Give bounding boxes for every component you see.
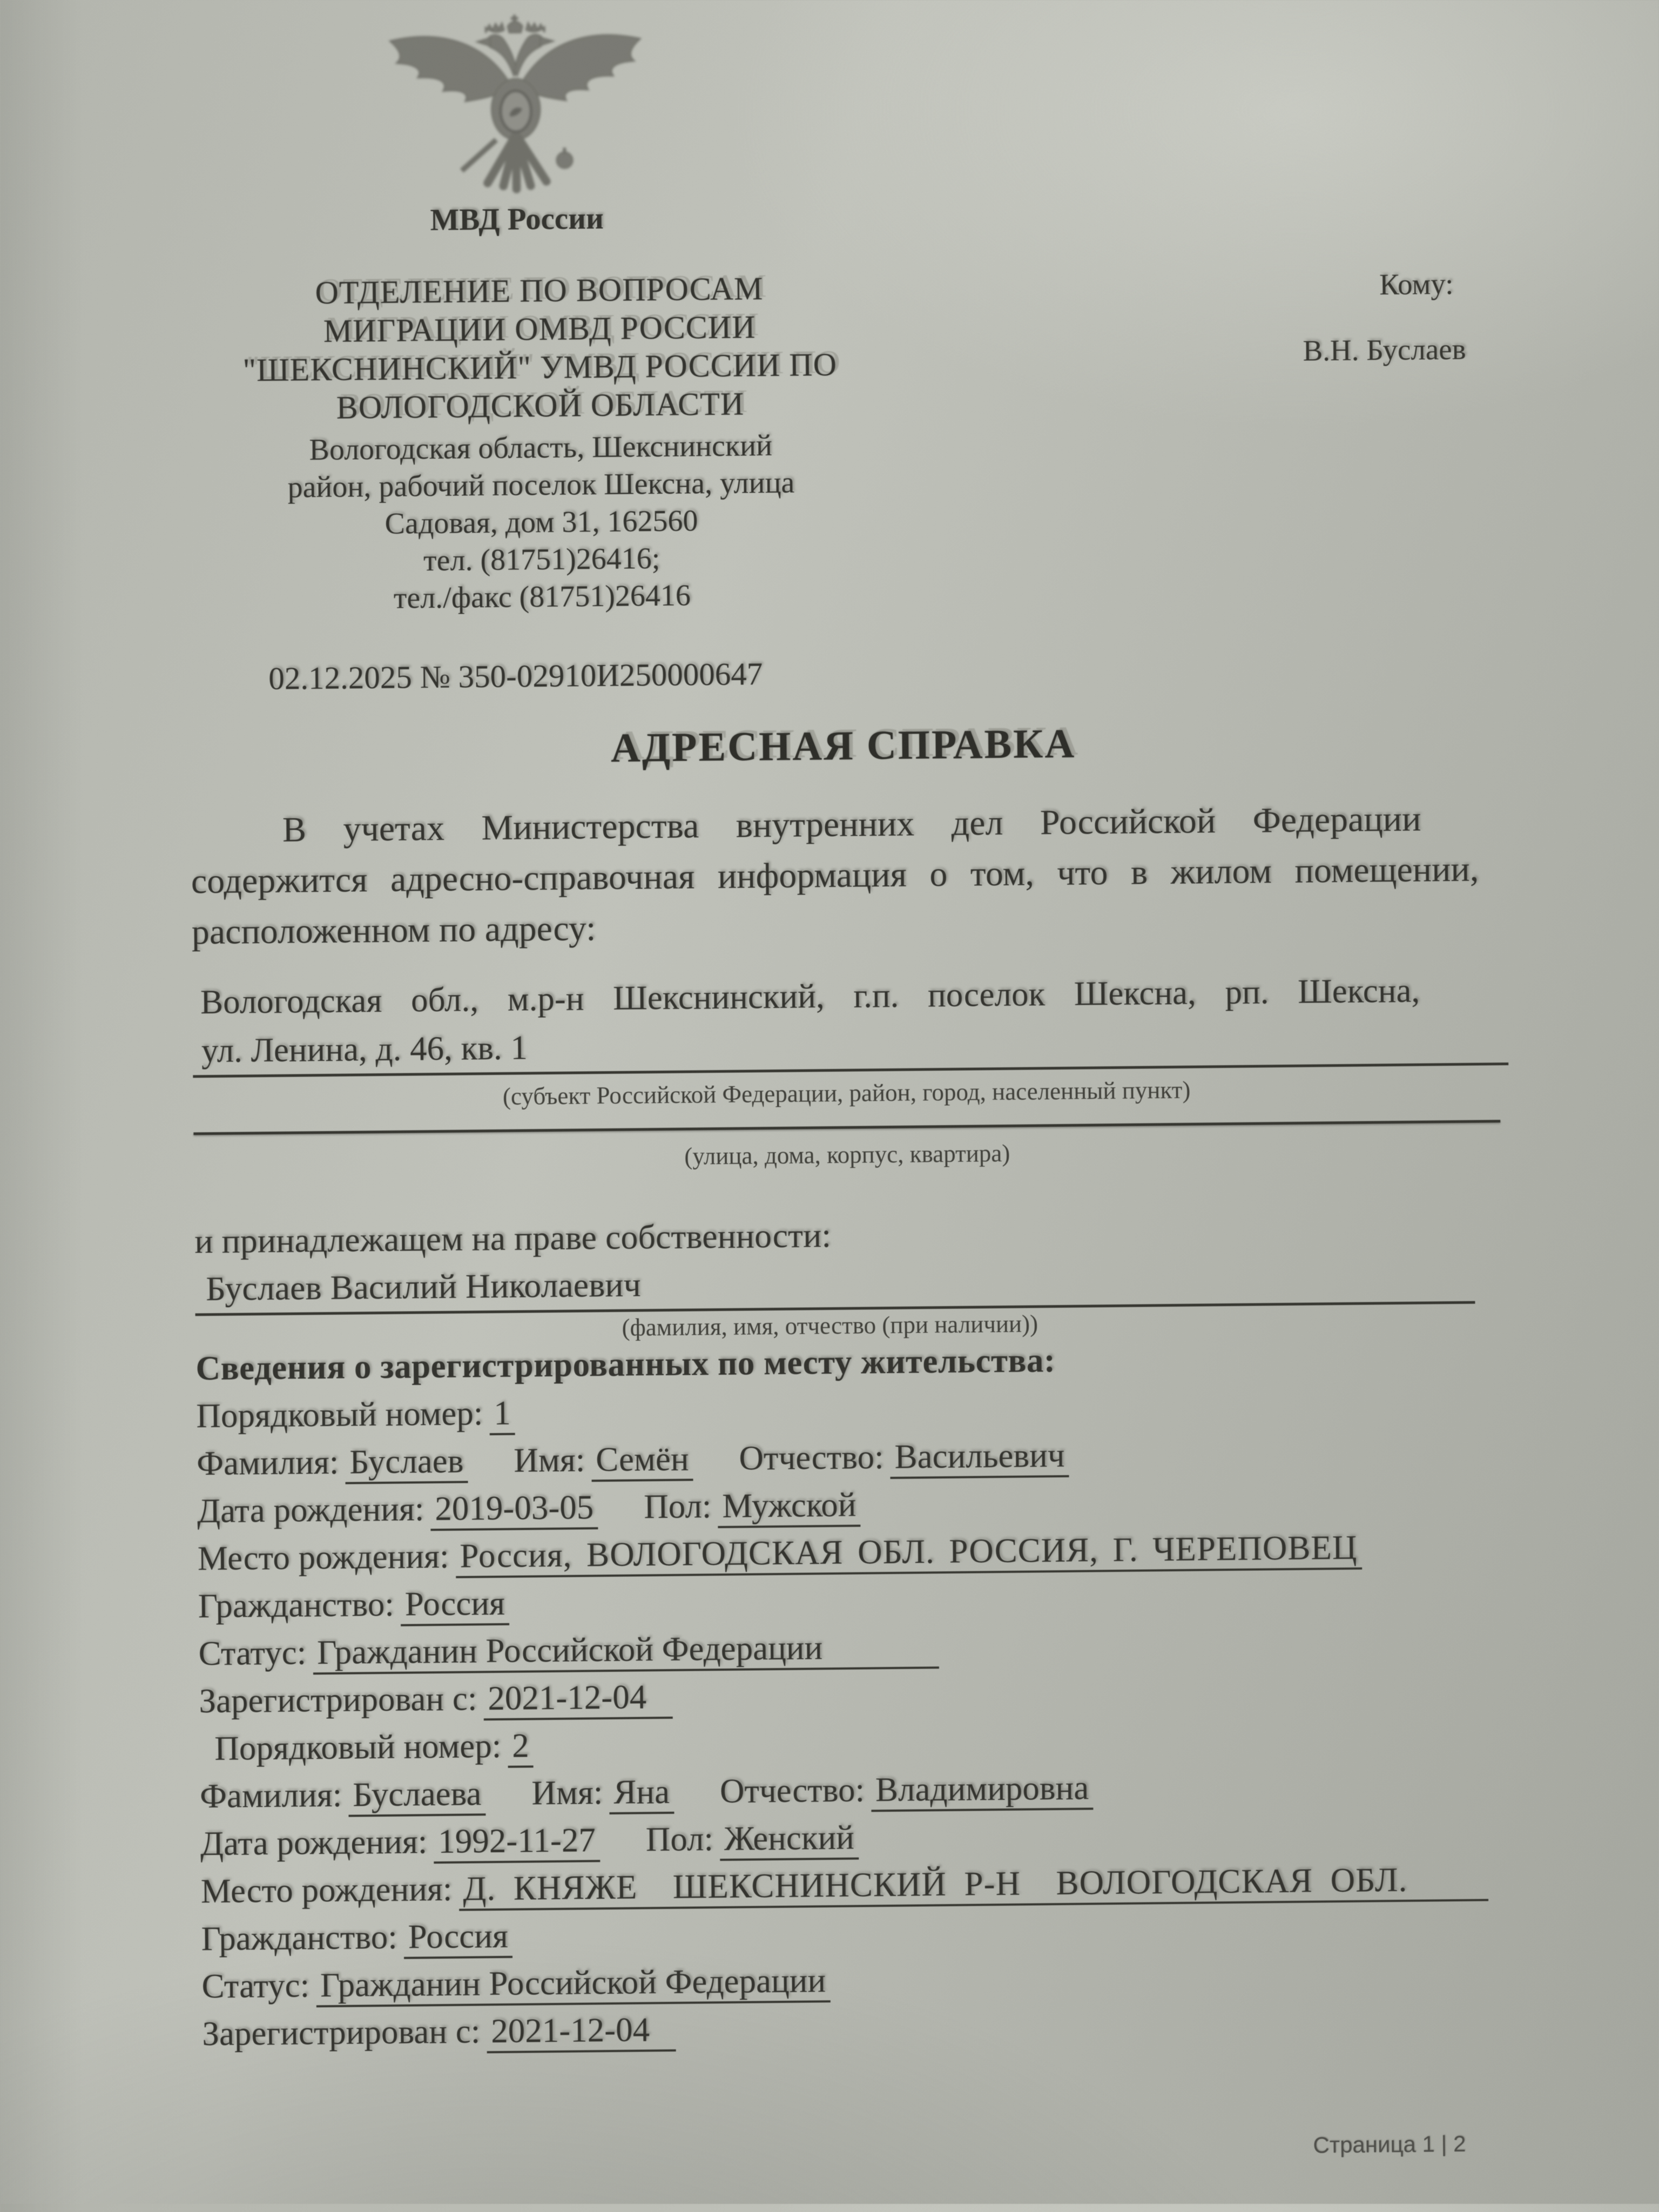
- patronymic-value: Владимировна: [871, 1769, 1094, 1812]
- sex-label: Пол:: [645, 1820, 714, 1859]
- mvd-double-headed-eagle-emblem-icon: [374, 7, 657, 199]
- address-caption-2: (улица, дома, корпус, квартира): [684, 1139, 1010, 1170]
- address-line-2: ул. Ленина, д. 46, кв. 1: [193, 1019, 1509, 1078]
- page-number: Страница 1 | 2: [1313, 2130, 1466, 2158]
- name-label: Имя:: [531, 1773, 603, 1812]
- citizenship-value: Россия: [400, 1584, 509, 1626]
- letterhead-dept-lines: [199, 268, 881, 428]
- sex-label: Пол:: [643, 1487, 712, 1526]
- dept-line: ВОЛОГОДСКОЙ ОБЛАСТИ: [336, 386, 745, 426]
- sex-value: Мужской: [718, 1486, 861, 1529]
- sex-value: Женский: [720, 1819, 859, 1861]
- contact-line: район, рабочий поселок Шексна, улица: [287, 466, 795, 505]
- birthdate-label: Дата рождения:: [197, 1490, 424, 1530]
- owner-name: Буслаев Василий Николаевич: [195, 1257, 1475, 1316]
- ordinal-label: Порядковый номер:: [214, 1726, 502, 1768]
- owner-caption: (фамилия, имя, отчество (при наличии)): [622, 1310, 1038, 1341]
- patronymic-label: Отчество:: [719, 1771, 865, 1811]
- registered-from-label: Зарегистрирован с:: [199, 1679, 477, 1720]
- status-value: Гражданин Российской Федерации: [316, 1961, 831, 2007]
- recipient-block: [1184, 267, 1466, 369]
- status-value: Гражданин Российской Федерации: [313, 1628, 939, 1675]
- intro-line: содержится адресно-справочная информация о том, что в жилом помещении,: [191, 849, 1479, 902]
- registered-persons-section: [195, 1332, 1553, 2058]
- intro-line: расположенном по адресу:: [191, 909, 596, 952]
- registered-from-value: 2021-12-04: [487, 2011, 676, 2053]
- name-label: Имя:: [513, 1441, 585, 1480]
- contact-line: Садовая, дом 31, 162560: [385, 504, 698, 541]
- ordinal-label: Порядковый номер:: [196, 1394, 483, 1435]
- ordinal-value: 1: [489, 1394, 515, 1435]
- surname-value: Буслаев: [345, 1442, 468, 1484]
- ordinal-value: 2: [508, 1726, 534, 1767]
- dept-line: ОТДЕЛЕНИЕ ПО ВОПРОСАМ: [315, 271, 764, 311]
- status-label: Статус:: [201, 1966, 310, 2006]
- ownership-lead: и принадлежащем на праве собственности:: [194, 1216, 832, 1261]
- patronymic-value: Васильевич: [890, 1436, 1069, 1479]
- citizenship-label: Гражданство:: [201, 1918, 397, 1958]
- dept-line: "ШЕКСНИНСКИЙ" УМВД РОССИИ ПО: [242, 346, 838, 388]
- surname-label: Фамилия:: [199, 1776, 342, 1816]
- contact-line: тел. (81751)26416;: [423, 542, 660, 578]
- citizenship-value: Россия: [403, 1917, 512, 1959]
- org-caption: МВД России: [430, 201, 604, 238]
- birthplace-label: Место рождения:: [200, 1870, 453, 1911]
- registered-from-label: Зарегистрирован с:: [202, 2012, 481, 2053]
- document-title: АДРЕСНАЯ СПРАВКА: [610, 721, 1076, 771]
- recipient-name: В.Н. Буслаев: [1303, 332, 1466, 367]
- registered-heading: Сведения о зарегистрированных по месту жительства:: [195, 1341, 1056, 1388]
- surname-value: Буслаева: [348, 1774, 486, 1817]
- intro-line: В учетах Министерства внутренних дел Российской Федерации: [282, 799, 1421, 850]
- patronymic-label: Отчество:: [739, 1438, 884, 1477]
- contact-line: тел./факс (81751)26416: [393, 579, 691, 615]
- recipient-label: Кому:: [1379, 267, 1454, 301]
- name-value: Семён: [591, 1440, 693, 1482]
- birthplace-value: Россия, ВОЛОГОДСКАЯ ОБЛ. РОССИЯ, Г. ЧЕРЕПОВЕЦ: [455, 1529, 1362, 1578]
- registered-from-value: 2021-12-04: [483, 1678, 673, 1720]
- citizenship-label: Гражданство:: [198, 1585, 395, 1625]
- birthdate-label: Дата рождения:: [200, 1823, 428, 1863]
- birthplace-value: Д. КНЯЖЕ ШЕКСНИНСКИЙ Р-Н ВОЛОГОДСКАЯ ОБЛ.: [458, 1860, 1489, 1911]
- intro-paragraph: [191, 793, 1510, 958]
- name-value: Яна: [609, 1773, 674, 1814]
- letterhead-contact-lines: [200, 426, 882, 619]
- contact-line: Вологодская область, Шекснинский: [309, 429, 773, 467]
- address-blank-rule: [193, 1120, 1500, 1135]
- birthplace-label: Место рождения:: [197, 1537, 449, 1578]
- birthdate-value: 2019-03-05: [430, 1488, 598, 1531]
- status-label: Статус:: [198, 1633, 307, 1673]
- surname-label: Фамилия:: [196, 1443, 339, 1483]
- dept-line: МИГРАЦИИ ОМВД РОССИИ: [323, 309, 756, 349]
- letterhead-block: [199, 268, 882, 619]
- reference-number-line: 02.12.2025 № 350-02910И250000647: [268, 656, 763, 696]
- address-caption-1: (субъект Российской Федерации, район, город, населенный пункт): [502, 1076, 1191, 1110]
- address-line-1: Вологодская обл., м.р-н Шекснинский, г.п. поселок Шексна, рп. Шексна,: [200, 971, 1420, 1021]
- birthdate-value: 1992-11-27: [434, 1821, 600, 1864]
